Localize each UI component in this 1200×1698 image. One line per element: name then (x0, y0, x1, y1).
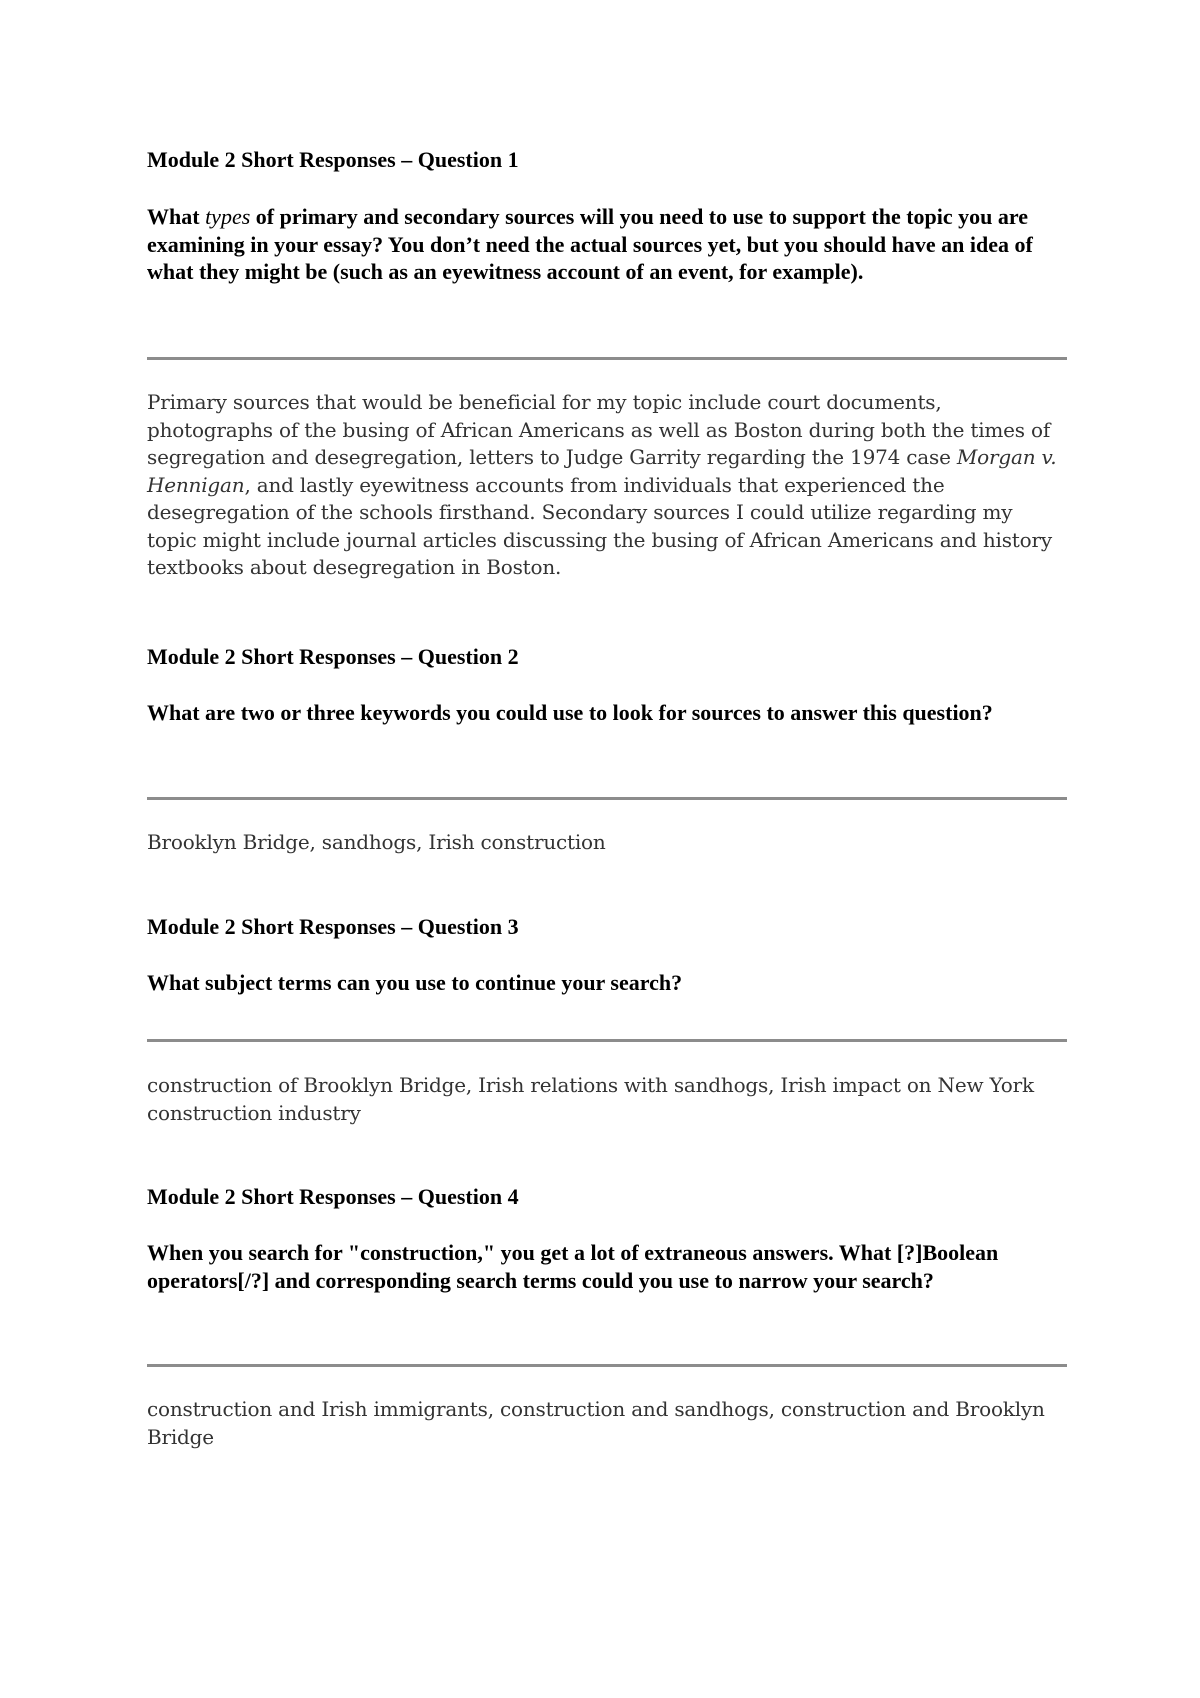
question-1-prompt (147, 203, 1067, 286)
question-3-heading: Module 2 Short Responses – Question 3 (147, 914, 519, 939)
question-1-answer-case-name: Morgan v. Hennigan (147, 445, 1057, 497)
question-4-prompt-block (147, 1239, 1067, 1294)
question-1-prompt-end: of primary and secondary sources will you need to use to support the topic you are examining in your essay? You don’t need the actual sources yet, but you should have an idea of what they might be (such as an eyewitness account of an event, for example). (147, 204, 1033, 284)
question-3-answer-block (147, 1072, 1067, 1127)
question-3-heading-block (147, 913, 1067, 941)
question-1-heading: Module 2 Short Responses – Question 1 (147, 147, 519, 172)
question-2-prompt: What are two or three keywords you could use to look for sources to answer this question? (147, 700, 993, 725)
question-1-prompt-block (147, 203, 1067, 286)
question-2-heading: Module 2 Short Responses – Question 2 (147, 644, 519, 669)
question-2-prompt-block (147, 699, 1067, 727)
question-1-prompt-emphasis: types (205, 204, 251, 229)
question-4-divider (147, 1364, 1067, 1367)
question-1-heading-block (147, 146, 1067, 174)
question-2-divider (147, 797, 1067, 800)
question-4-prompt: When you search for "construction," you get a lot of extraneous answers. What [?]Boolean operators[/?] and corresponding search terms could you use to narrow your search? (147, 1240, 999, 1293)
question-1-answer-start: Primary sources that would be beneficial for my topic include court documents, photographs of the busing of African Americans as well as Boston during both the times of segregation and desegregation, letters to Judge Garrity regarding the 1974 case (147, 390, 1051, 469)
question-1-answer (147, 389, 1067, 582)
question-3-prompt-block (147, 969, 1067, 997)
question-4-heading: Module 2 Short Responses – Question 4 (147, 1184, 519, 1209)
question-4-answer-block (147, 1396, 1067, 1451)
question-3-answer: construction of Brooklyn Bridge, Irish relations with sandhogs, Irish impact on New York construction industry (147, 1073, 1034, 1125)
question-3-divider (147, 1039, 1067, 1042)
question-1-divider (147, 357, 1067, 360)
question-1-prompt-start: What (147, 204, 206, 229)
question-1-answer-block (147, 389, 1067, 582)
question-1-answer-end: , and lastly eyewitness accounts from individuals that experienced the desegregation of the schools firsthand. Secondary sources I could utilize regarding my topic might include journal articles discussing the busing of African Americans and history textbooks about desegregation in Boston. (147, 472, 1052, 579)
question-3-prompt: What subject terms can you use to continue your search? (147, 970, 683, 995)
question-4-answer: construction and Irish immigrants, construction and sandhogs, construction and Brooklyn Bridge (147, 1397, 1045, 1449)
question-2-answer: Brooklyn Bridge, sandhogs, Irish construction (147, 830, 606, 854)
question-2-heading-block (147, 643, 1067, 671)
question-2-answer-block (147, 829, 1067, 857)
question-4-heading-block (147, 1183, 1067, 1211)
